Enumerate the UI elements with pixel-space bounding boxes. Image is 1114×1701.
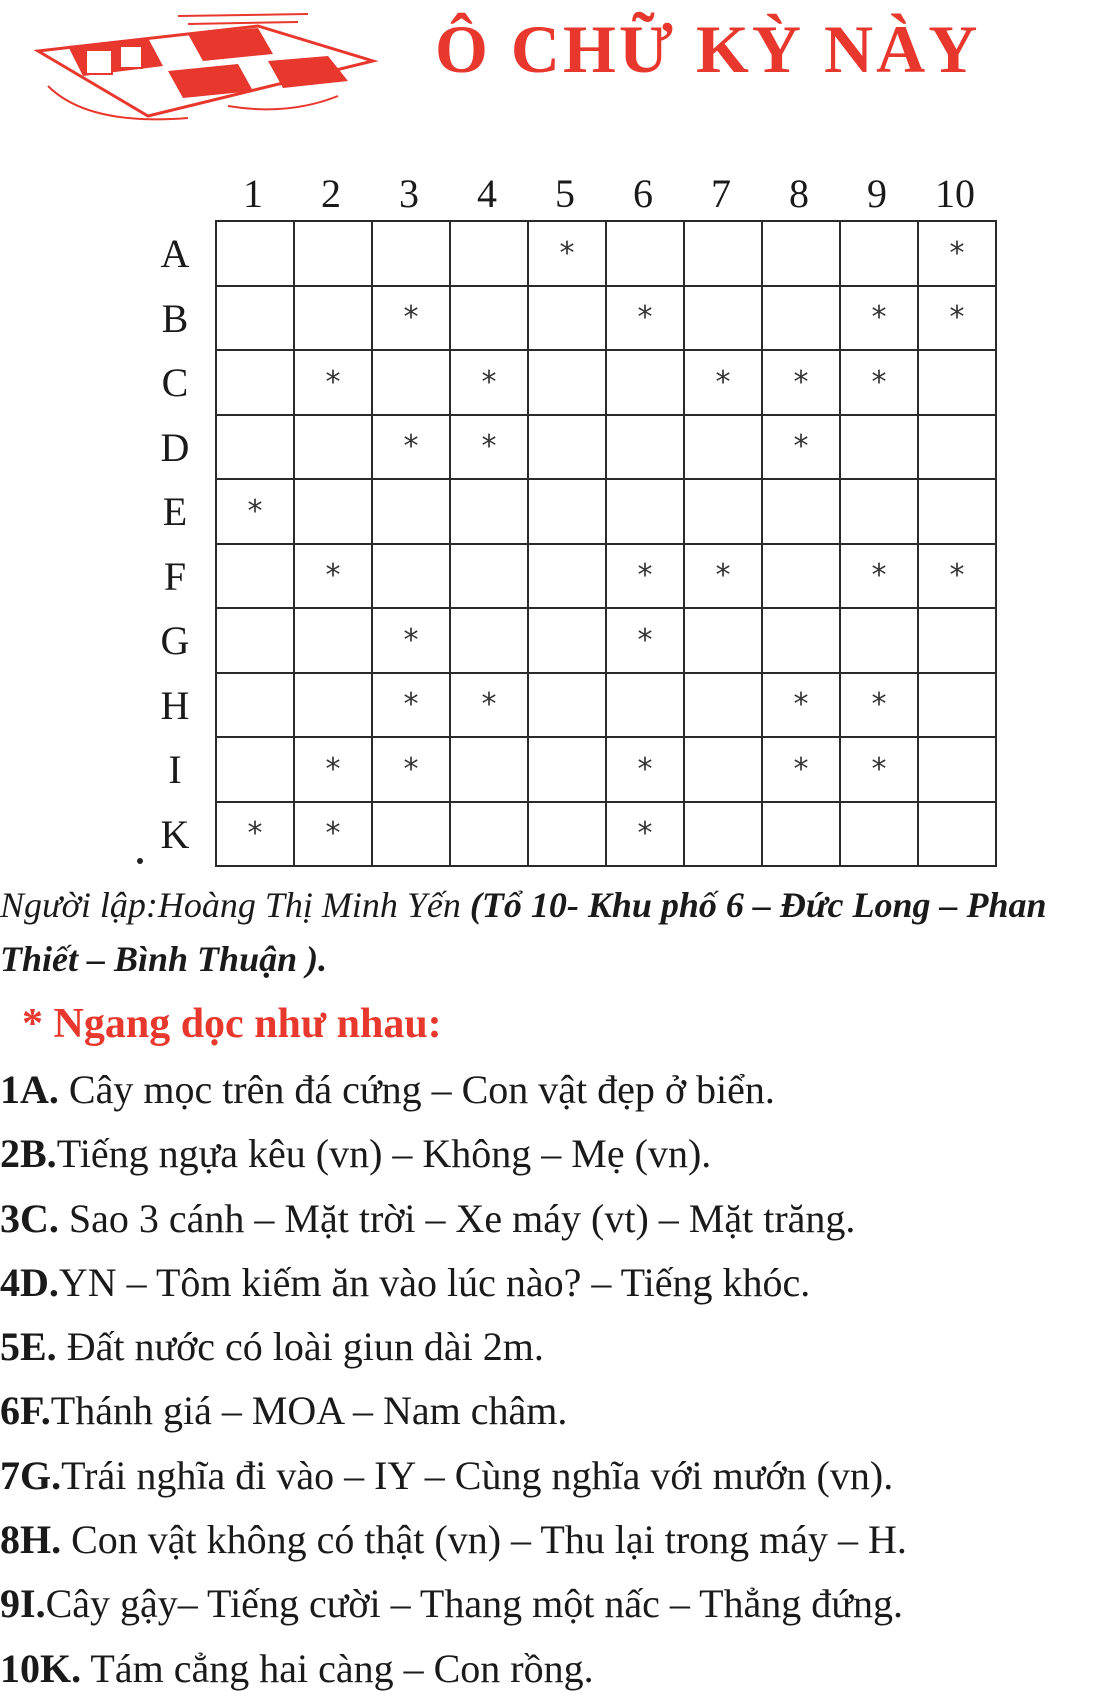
marked-cell: * xyxy=(606,802,684,867)
grid-cell xyxy=(684,415,762,480)
grid-cell xyxy=(840,608,918,673)
grid-cell xyxy=(762,802,840,867)
row-header: H xyxy=(160,682,190,728)
clue-number: 9I. xyxy=(0,1581,46,1627)
grid-row xyxy=(216,479,996,544)
clue-item xyxy=(0,1379,1114,1443)
grid-row xyxy=(216,673,996,738)
grid-cell xyxy=(684,608,762,673)
grid-cell xyxy=(216,415,294,480)
grid-cell xyxy=(294,608,372,673)
grid-row xyxy=(216,350,996,415)
clue-number: 8H. xyxy=(0,1517,62,1563)
grid-cell xyxy=(762,608,840,673)
clue-list xyxy=(0,1058,1114,1701)
grid-cell xyxy=(216,608,294,673)
marked-cell: * xyxy=(606,737,684,802)
grid-cell xyxy=(528,544,606,609)
grid-cell xyxy=(762,286,840,351)
grid-row xyxy=(216,221,996,286)
grid-cell xyxy=(528,673,606,738)
clue-number: 1A. xyxy=(0,1067,59,1112)
column-header: 1 xyxy=(243,171,263,216)
clue-number: 6F. xyxy=(0,1388,51,1434)
grid-cell xyxy=(918,802,996,867)
grid-cell xyxy=(450,608,528,673)
grid-cell xyxy=(762,221,840,286)
grid-cell xyxy=(918,737,996,802)
marked-cell: * xyxy=(840,286,918,351)
clue-text: Con vật không có thật (vn) – Thu lại trong máy – H. xyxy=(61,1517,907,1563)
grid-cell xyxy=(606,479,684,544)
clue-text: Thánh giá – MOA – Nam châm. xyxy=(50,1388,568,1434)
clue-item xyxy=(0,1444,1114,1508)
clue-number: 7G. xyxy=(0,1452,62,1498)
bullet-dot xyxy=(137,858,143,864)
grid-cell xyxy=(684,802,762,867)
marked-cell: * xyxy=(684,544,762,609)
row-header: A xyxy=(160,231,190,276)
grid-cell xyxy=(840,802,918,867)
clue-number: 2B. xyxy=(0,1131,57,1177)
grid-cell xyxy=(606,415,684,480)
grid-cell xyxy=(216,673,294,738)
grid-cell xyxy=(606,673,684,738)
marked-cell: * xyxy=(762,415,840,480)
grid-cell xyxy=(918,673,996,738)
clue-text: Sao 3 cánh – Mặt trời – Xe máy (vt) – Mặt trăng. xyxy=(58,1195,856,1241)
clue-number: 10K. xyxy=(0,1645,82,1691)
author-address: (Tổ 10- Khu phố 6 – Đức Long – Phan Thiết – Bình Thuận ). xyxy=(0,885,1047,979)
clue-text: Tám cẳng hai càng – Con rồng. xyxy=(81,1645,594,1691)
marked-cell: * xyxy=(762,350,840,415)
grid-cell xyxy=(216,350,294,415)
column-header: 7 xyxy=(711,171,731,216)
column-header: 2 xyxy=(321,171,341,216)
marked-cell: * xyxy=(606,286,684,351)
grid-cell xyxy=(528,608,606,673)
clue-text: YN – Tôm kiếm ăn vào lúc nào? – Tiếng khóc. xyxy=(58,1259,811,1305)
grid-cell xyxy=(528,479,606,544)
row-header: F xyxy=(163,553,187,599)
marked-cell: * xyxy=(294,802,372,867)
grid-cell xyxy=(450,737,528,802)
grid-cell xyxy=(294,415,372,480)
grid-cell xyxy=(450,544,528,609)
marked-cell: * xyxy=(606,608,684,673)
marked-cell: * xyxy=(450,415,528,480)
row-header: B xyxy=(161,295,189,341)
clue-number: 4D. xyxy=(0,1259,59,1305)
marked-cell: * xyxy=(450,350,528,415)
clue-item xyxy=(0,1637,1114,1701)
row-header: I xyxy=(168,747,182,792)
clue-item xyxy=(0,1187,1114,1251)
grid-cell xyxy=(528,286,606,351)
grid-cell xyxy=(528,350,606,415)
grid-cell xyxy=(840,479,918,544)
clue-number: 3C. xyxy=(0,1195,59,1241)
grid-cell xyxy=(918,350,996,415)
grid-cell xyxy=(684,673,762,738)
marked-cell: * xyxy=(762,673,840,738)
clue-item xyxy=(0,1251,1114,1315)
row-header: C xyxy=(161,360,189,405)
clue-item xyxy=(0,1122,1114,1186)
clue-text: Cây mọc trên đá cứng – Con vật đẹp ở biển. xyxy=(58,1067,775,1112)
column-header: 6 xyxy=(633,171,653,216)
grid-row xyxy=(216,802,996,867)
grid-cell xyxy=(684,286,762,351)
marked-cell: * xyxy=(762,737,840,802)
marked-cell: * xyxy=(840,544,918,609)
author-name: Người lập:Hoàng Thị Minh Yến xyxy=(0,885,461,925)
grid-row xyxy=(216,286,996,351)
grid-cell xyxy=(528,415,606,480)
grid-cell xyxy=(450,221,528,286)
column-header: 9 xyxy=(867,171,887,216)
grid-cell xyxy=(918,415,996,480)
grid-cell xyxy=(372,221,450,286)
grid-row xyxy=(216,737,996,802)
marked-cell: * xyxy=(372,737,450,802)
row-header: K xyxy=(160,811,190,857)
grid-cell xyxy=(918,608,996,673)
grid-cell xyxy=(372,479,450,544)
grid-cell xyxy=(372,350,450,415)
column-header: 4 xyxy=(477,171,497,216)
clue-item xyxy=(0,1508,1114,1572)
grid-cell xyxy=(294,673,372,738)
marked-cell: * xyxy=(294,350,372,415)
grid-cell xyxy=(840,221,918,286)
grid-cell xyxy=(216,737,294,802)
grid-cell xyxy=(684,737,762,802)
marked-cell: * xyxy=(918,286,996,351)
crossword-logo-icon xyxy=(28,6,398,136)
marked-cell: * xyxy=(840,737,918,802)
grid-row xyxy=(216,415,996,480)
grid-row xyxy=(216,544,996,609)
grid-cell xyxy=(684,221,762,286)
grid-cell xyxy=(294,221,372,286)
grid-row xyxy=(216,608,996,673)
grid-cell xyxy=(684,479,762,544)
marked-cell: * xyxy=(840,673,918,738)
marked-cell: * xyxy=(450,673,528,738)
clue-item xyxy=(0,1572,1114,1636)
grid-cell xyxy=(528,802,606,867)
grid-cell xyxy=(450,286,528,351)
clue-text: Cây gậy– Tiếng cười – Thang một nấc – Thẳng đứng. xyxy=(45,1581,903,1627)
grid-cell xyxy=(294,286,372,351)
grid-cell xyxy=(918,479,996,544)
marked-cell: * xyxy=(372,608,450,673)
marked-cell: * xyxy=(528,221,606,286)
grid-cell xyxy=(294,479,372,544)
grid-cell xyxy=(216,286,294,351)
marked-cell: * xyxy=(372,286,450,351)
author-credit xyxy=(0,878,1110,986)
marked-cell: * xyxy=(216,802,294,867)
grid-cell xyxy=(216,544,294,609)
crossword-grid xyxy=(215,220,997,867)
grid-cell xyxy=(372,802,450,867)
marked-cell: * xyxy=(294,544,372,609)
marked-cell: * xyxy=(216,479,294,544)
grid-cell xyxy=(216,221,294,286)
marked-cell: * xyxy=(918,221,996,286)
section-title: * Ngang dọc như nhau: xyxy=(22,1001,442,1047)
marked-cell: * xyxy=(918,544,996,609)
page-title: Ô CHỮ KỲ NÀY xyxy=(435,11,981,87)
grid-cell xyxy=(606,221,684,286)
column-header: 5 xyxy=(555,171,575,216)
grid-cell xyxy=(450,479,528,544)
grid-cell xyxy=(372,544,450,609)
marked-cell: * xyxy=(684,350,762,415)
clue-text: Đất nước có loài giun dài 2m. xyxy=(56,1324,544,1370)
marked-cell: * xyxy=(372,673,450,738)
row-header: G xyxy=(160,618,190,663)
clue-item xyxy=(0,1315,1114,1379)
grid-cell xyxy=(762,479,840,544)
column-header: 3 xyxy=(399,171,419,216)
grid-cell xyxy=(840,415,918,480)
clue-item xyxy=(0,1058,1114,1122)
clue-text: Tiếng ngựa kêu (vn) – Không – Mẹ (vn). xyxy=(56,1131,712,1177)
grid-cell xyxy=(606,350,684,415)
column-header: 10 xyxy=(935,171,975,216)
marked-cell: * xyxy=(606,544,684,609)
grid-cell xyxy=(762,544,840,609)
grid-cell xyxy=(450,802,528,867)
marked-cell: * xyxy=(840,350,918,415)
row-header: E xyxy=(162,489,188,534)
marked-cell: * xyxy=(294,737,372,802)
clue-text: Trái nghĩa đi vào – IY – Cùng nghĩa với mướn (vn). xyxy=(61,1452,894,1498)
clue-number: 5E. xyxy=(0,1324,57,1370)
grid-cell xyxy=(528,737,606,802)
column-header: 8 xyxy=(789,171,809,216)
marked-cell: * xyxy=(372,415,450,480)
row-header: D xyxy=(160,424,190,470)
